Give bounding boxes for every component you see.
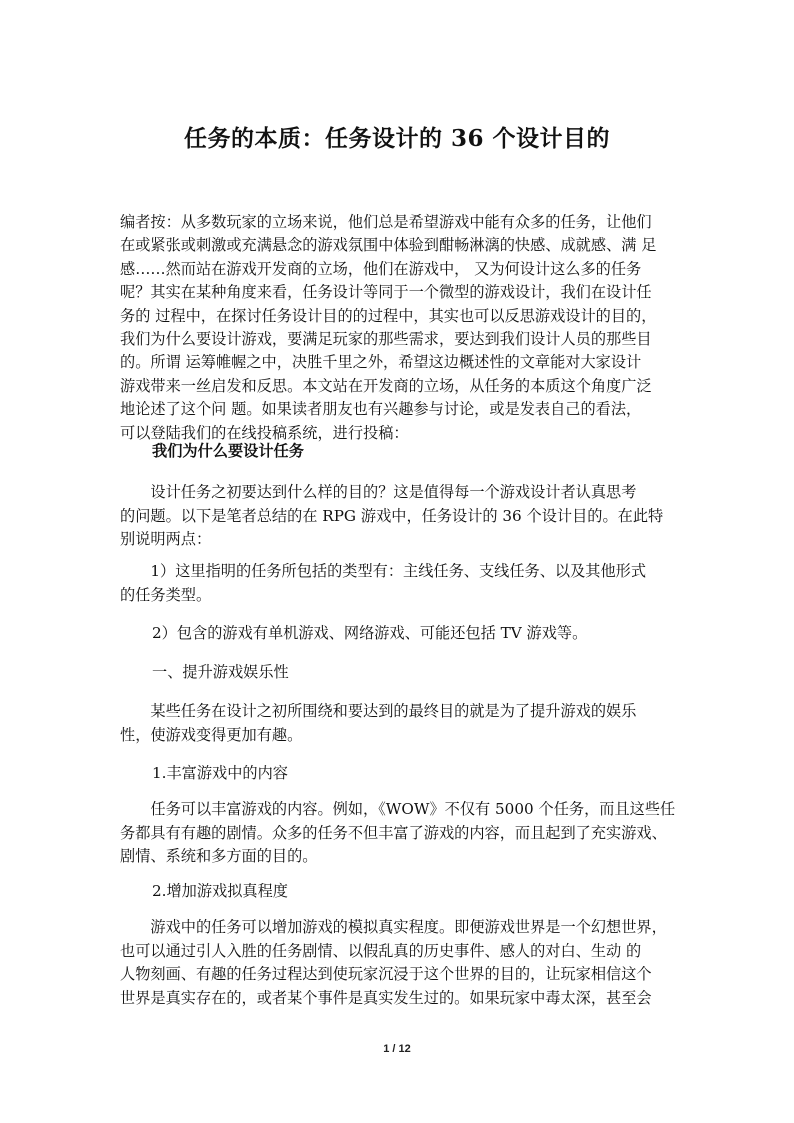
- subheading-2: 2.增加游戏拟真程度: [152, 882, 288, 900]
- paragraph-line: 也可以通过引人入胜的任务剧情、以假乱真的历史事件、感人的对白、生动 的: [120, 941, 642, 960]
- paragraph-note-2: 2）包含的游戏有单机游戏、网络游戏、可能还包括 TV 游戏等。: [152, 624, 588, 642]
- paragraph-line: 剧情、系统和多方面的目的。: [120, 847, 318, 866]
- editor-note-line: 地论述了这个问 题。如果读者朋友也有兴趣参与讨论，或是发表自己的看法，: [120, 400, 642, 419]
- paragraph-note-1: [120, 560, 680, 607]
- paragraph-sub-1: [120, 798, 680, 869]
- paragraph-line: 任务可以丰富游戏的内容。例如，《WOW》不仅有 5000 个任务，而且这些任: [120, 800, 676, 818]
- page-number: 1 / 12: [383, 1043, 411, 1055]
- subheading-1: 1.丰富游戏中的内容: [152, 764, 288, 782]
- paragraph-sub-2: [120, 916, 680, 1010]
- editor-note-line: 感……然而站在游戏开发商的立场，他们在游戏中， 又为何设计这么多的任务: [120, 259, 642, 278]
- editor-note-line: 呢？其实在某种角度来看，任务设计等同于一个微型的游戏设计，我们在设计任: [120, 283, 652, 302]
- editor-note-line: 游戏带来一丝启发和反思。本文站在开发商的立场，从任务的本质这个角度广泛: [120, 376, 652, 395]
- editor-note-line: 务的 过程中，在探讨任务设计目的的过程中，其实也可以反思游戏设计的目的，: [120, 306, 657, 325]
- paragraph-line: 1）这里指明的任务所包括的类型有：主线任务、支线任务、以及其他形式: [120, 562, 647, 580]
- paragraph-line: 务都具有有趣的剧情。众多的任务不但丰富了游戏的内容，而且起到了充实游戏、: [120, 823, 667, 842]
- paragraph-section-1: [120, 700, 680, 747]
- paragraph-goal: [120, 481, 680, 552]
- paragraph-line: 人物刻画、有趣的任务过程达到使玩家沉浸于这个世界的目的，让玩家相信这个: [120, 965, 652, 984]
- editor-note-line: 可以登陆我们的在线投稿系统，进行投稿：: [120, 423, 409, 442]
- editor-note-line: 的。所谓 运筹帷幄之中，决胜千里之外，希望这边概述性的文章能对大家设计: [120, 353, 642, 372]
- editor-note-line: 在或紧张或刺激或充满悬念的游戏氛围中体验到酣畅淋漓的快感、成就感、满 足: [120, 236, 657, 255]
- paragraph-line: 游戏中的任务可以增加游戏的模拟真实程度。即便游戏世界是一个幻想世界，: [120, 918, 667, 936]
- document-title: 任务的本质：任务设计的 36 个设计目的: [183, 125, 611, 152]
- paragraph-line: 的问题。以下是笔者总结的在 RPG 游戏中，任务设计的 36 个设计目的。在此特: [120, 506, 664, 525]
- paragraph-line: 别说明两点：: [120, 530, 212, 549]
- editor-note-line: 我们为什么要设计游戏，要满足玩家的那些需求，要达到我们设计人员的那些目: [120, 330, 652, 349]
- paragraph-line: 性，使游戏变得更加有趣。: [120, 725, 303, 744]
- section-heading-1: 一、提升游戏娱乐性: [152, 663, 289, 681]
- paragraph-line: 某些任务在设计之初所围绕和要达到的最终目的就是为了提升游戏的娱乐: [120, 702, 637, 720]
- paragraph-line: 的任务类型。: [120, 585, 212, 604]
- paragraph-line: 设计任务之初要达到什么样的目的？这是值得每一个游戏设计者认真思考: [120, 483, 637, 501]
- section-heading-why: 我们为什么要设计任务: [152, 442, 304, 460]
- paragraph-line: 世界是真实存在的，或者某个事件是真实发生过的。如果玩家中毒太深，甚至会: [120, 988, 652, 1007]
- editor-note: [120, 211, 676, 445]
- editor-note-line: 编者按：从多数玩家的立场来说，他们总是希望游戏中能有众多的任务，让他们: [120, 213, 652, 231]
